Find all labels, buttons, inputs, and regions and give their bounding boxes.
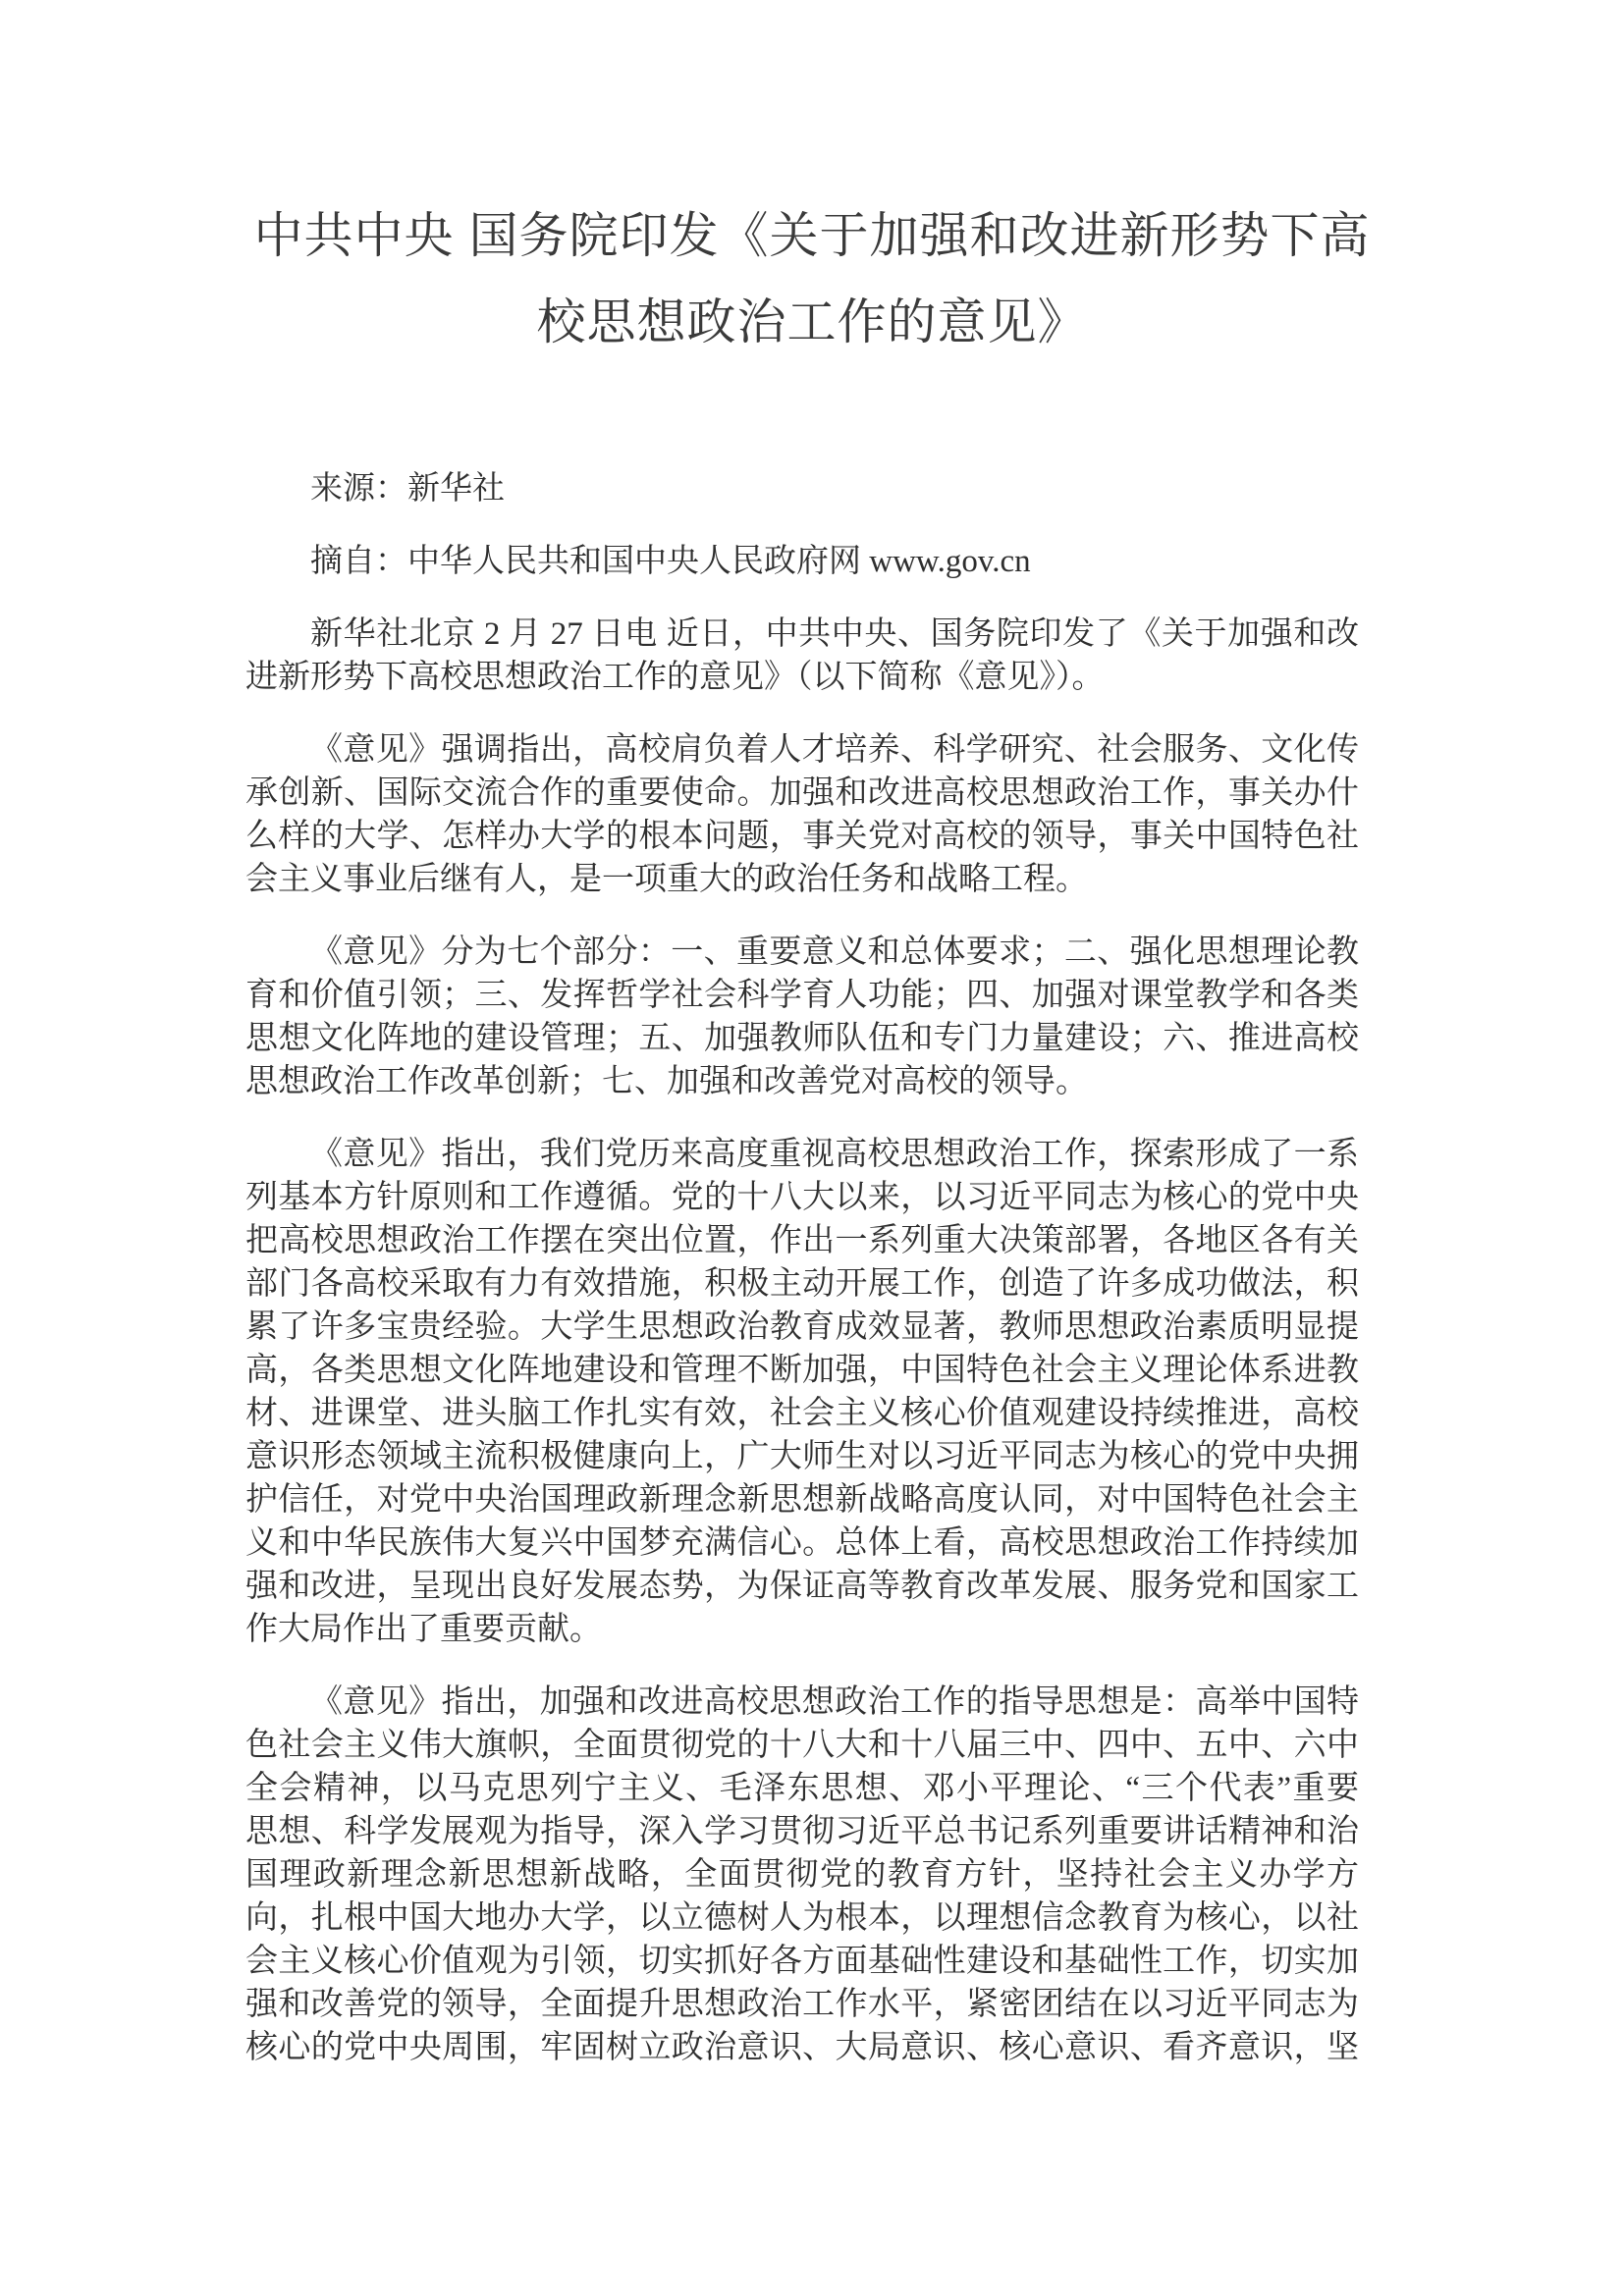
text-line: 部门各高校采取有力有效措施，积极主动开展工作，创造了许多成功做法，积 [245,1266,1359,1302]
document-body [245,467,1359,2069]
text-line: 《意见》指出，加强和改进高校思想政治工作的指导思想是：高举中国特 [310,1684,1359,1720]
text-line: 《意见》指出，我们党历来高度重视高校思想政治工作，探索形成了一系 [310,1137,1359,1172]
text-line: 么样的大学、怎样办大学的根本问题，事关党对高校的领导，事关中国特色社 [245,819,1359,854]
text-line: 思想政治工作改革创新；七、加强和改善党对高校的领导。 [245,1064,1088,1099]
text-line: 思想文化阵地的建设管理；五、加强教师队伍和专门力量建设；六、推进高校 [245,1021,1359,1056]
text-line: 向，扎根中国大地办大学，以立德树人为根本，以理想信念教育为核心，以社 [245,1900,1359,1936]
paragraph [245,613,1359,699]
paragraphs-container [245,613,1359,2069]
document-title-line-2: 校思想政治工作的意见》 [536,294,1088,349]
text-line: 材、进课堂、进头脑工作扎实有效，社会主义核心价值观建设持续推进，高校 [245,1396,1359,1431]
paragraph [245,1681,1359,2069]
document-title-line-1: 中共中央 国务院印发《关于加强和改进新形势下高 [253,208,1371,263]
text-line: 列基本方针原则和工作遵循。党的十八大以来，以习近平同志为核心的党中央 [245,1180,1359,1215]
text-line: 《意见》强调指出，高校肩负着人才培养、科学研究、社会服务、文化传 [310,732,1359,768]
text-line: 强和改善党的领导，全面提升思想政治工作水平，紧密团结在以习近平同志为 [245,1987,1359,2022]
text-line: 意识形态领域主流积极健康向上，广大师生对以习近平同志为核心的党中央拥 [245,1439,1359,1474]
text-line: 色社会主义伟大旗帜，全面贯彻党的十八大和十八届三中、四中、五中、六中 [245,1728,1359,1763]
text-line: 累了许多宝贵经验。大学生思想政治教育成效显著，教师思想政治素质明显提 [245,1309,1359,1345]
text-line: 强和改进，呈现出良好发展态势，为保证高等教育改革发展、服务党和国家工 [245,1569,1359,1604]
text-line: 承创新、国际交流合作的重要使命。加强和改进高校思想政治工作，事关办什 [245,775,1359,811]
text-line: 思想、科学发展观为指导，深入学习贯彻习近平总书记系列重要讲话精神和治 [245,1814,1359,1849]
document-title [245,192,1379,365]
text-line: 进新形势下高校思想政治工作的意见》（以下简称《意见》）。 [245,660,1105,695]
paragraph [245,1133,1359,1651]
text-line: 国理政新理念新思想新战略，全面贯彻党的教育方针，坚持社会主义办学方 [245,1857,1359,1893]
text-line: 义和中华民族伟大复兴中国梦充满信心。总体上看，高校思想政治工作持续加 [245,1525,1359,1561]
text-line: 作大局作出了重要贡献。 [245,1612,602,1647]
text-line: 全会精神，以马克思列宁主义、毛泽东思想、邓小平理论、“三个代表”重要 [245,1771,1359,1806]
text-line: 《意见》分为七个部分：一、重要意义和总体要求；二、强化思想理论教 [310,934,1359,970]
text-line: 护信任，对党中央治国理政新理念新思想新战略高度认同，对中国特色社会主 [245,1482,1359,1518]
text-line: 核心的党中央周围，牢固树立政治意识、大局意识、核心意识、看齐意识，坚 [245,2030,1359,2065]
paragraph [245,728,1359,901]
text-line: 新华社北京 2 月 27 日电 近日，中共中央、国务院印发了《关于加强和改 [310,616,1359,652]
text-line: 把高校思想政治工作摆在突出位置，作出一系列重大决策部署，各地区各有关 [245,1223,1359,1258]
text-line: 会主义核心价值观为引领，切实抓好各方面基础性建设和基础性工作，切实加 [245,1944,1359,1979]
source-line: 来源：新华社 [310,471,505,507]
text-line: 高，各类思想文化阵地建设和管理不断加强，中国特色社会主义理论体系进教 [245,1353,1359,1388]
excerpt-line: 摘自：中华人民共和国中央人民政府网 www.gov.cn [310,544,1031,579]
meta-block [245,467,1359,583]
text-line: 会主义事业后继有人，是一项重大的政治任务和战略工程。 [245,862,1088,897]
text-line: 育和价值引领；三、发挥哲学社会科学育人功能；四、加强对课堂教学和各类 [245,978,1359,1013]
paragraph [245,931,1359,1103]
